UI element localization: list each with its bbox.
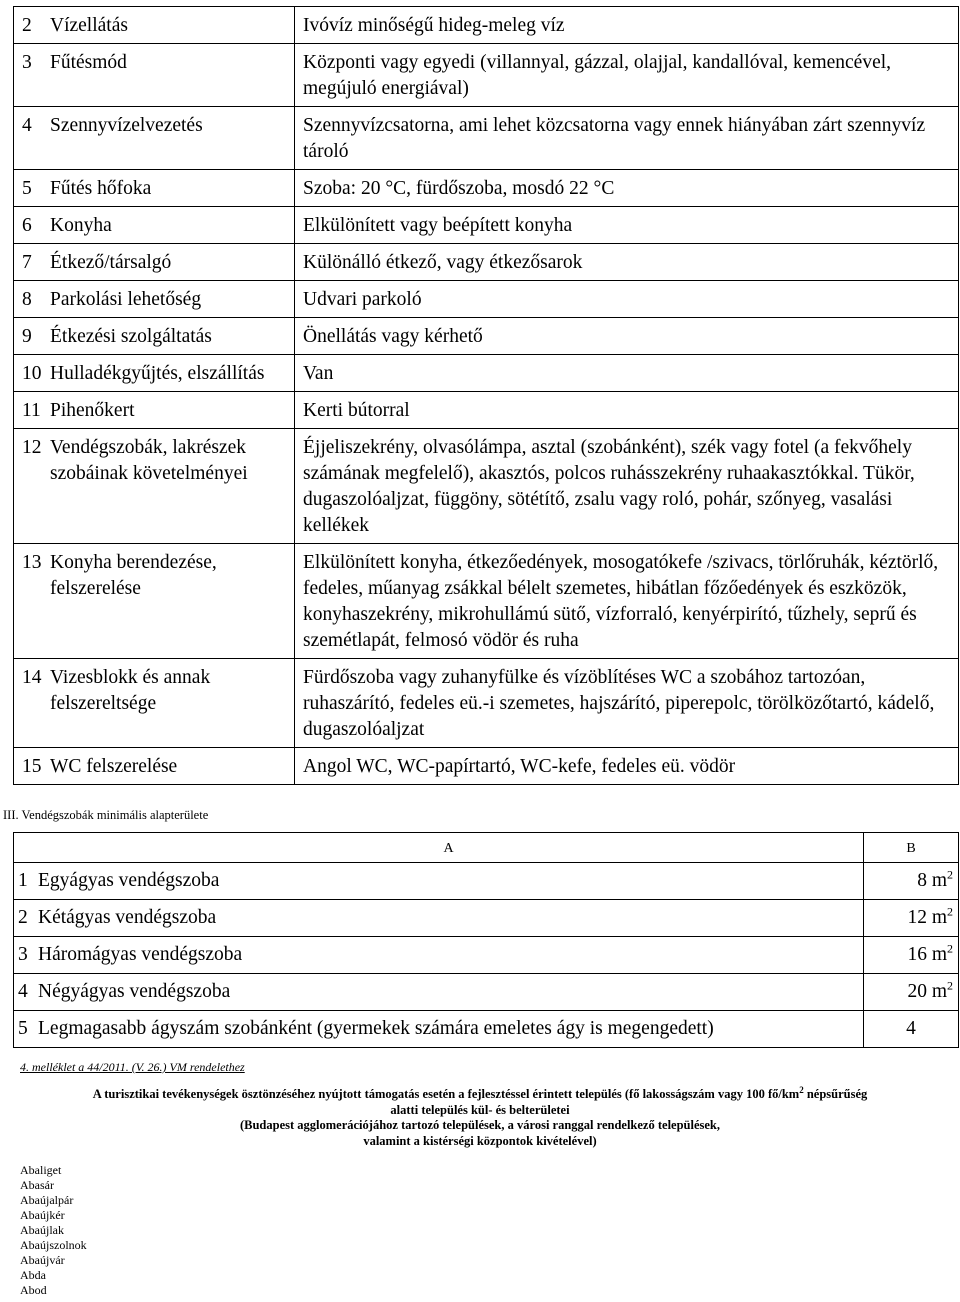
table-row [14,318,959,355]
settlement-item: Abaújlak [20,1223,64,1237]
requirement-value: Udvari parkoló [295,281,959,318]
requirement-name: Étkező/társalgó [46,244,295,281]
room-size-value: 20 m [907,981,947,1002]
requirement-value: Ivóvíz minőségű hideg-meleg víz [295,7,959,44]
requirement-name: Étkezési szolgáltatás [46,318,295,355]
heading-line1b: népsűrűség [803,1087,868,1101]
row-number: 7 [14,244,47,281]
room-size-value: 12 m [907,907,947,928]
room-size [864,937,959,974]
room-size [864,1011,959,1048]
table-row [14,281,959,318]
requirement-name: Fűtésmód [46,44,295,107]
row-number: 12 [14,429,47,544]
requirement-name: Fűtés hőfoka [46,170,295,207]
room-number: 1 [14,863,35,900]
requirement-value: Kerti bútorral [295,392,959,429]
settlement-item: Abda [20,1268,46,1282]
requirement-value: Fürdőszoba vagy zuhanyfülke és vízöblítéses WC a szobához tartozóan, ruhaszárító, fedeles eü.-i szemetes, hajszárító, piperepolc, törölközőtartó, kádelő, dugaszolóaljzat [295,659,959,748]
table-row [14,207,959,244]
row-number: 15 [14,748,47,785]
table-row [14,44,959,107]
table-row [14,900,959,937]
row-number: 10 [14,355,47,392]
room-number: 3 [14,937,35,974]
room-number: 4 [14,974,35,1011]
table-row [14,1011,959,1048]
room-size [864,900,959,937]
table-row [14,937,959,974]
table-row [14,392,959,429]
room-number: 2 [14,900,35,937]
requirement-value: Különálló étkező, vagy étkezősarok [295,244,959,281]
row-number: 2 [14,7,47,44]
header-empty [14,833,35,863]
row-number: 13 [14,544,47,659]
heading-line1a: A turisztikai tevékenységek ösztönzéséhez nyújtott támogatás esetén a fejlesztéssel érintett település (fő lakosságszám vagy 100 fő/km [92,1087,800,1101]
heading-line4: valamint a kistérségi központok kivételével) [363,1133,597,1148]
settlement-item: Abaújalpár [20,1193,74,1207]
room-number: 5 [14,1011,35,1048]
room-type: Legmagasabb ágyszám szobánként (gyermekek számára emeletes ágy is megengedett) [34,1011,864,1048]
settlement-item: Abaújvár [20,1253,65,1267]
table-row [14,244,959,281]
requirement-name: WC felszerelése [46,748,295,785]
settlement-item: Abaújszolnok [20,1238,87,1252]
room-type: Háromágyas vendégszoba [34,937,864,974]
table-row [14,429,959,544]
requirement-value: Szennyvízcsatorna, ami lehet közcsatorna vagy ennek hiányában zárt szennyvíz tároló [295,107,959,170]
table-row [14,170,959,207]
room-size-unit-sup: 2 [947,867,953,882]
room-size-value: 8 m [917,870,947,891]
header-a: A [34,833,864,863]
requirement-value: Éjjeliszekrény, olvasólámpa, asztal (szobánként), szék vagy fotel (a fekvőhely számának megfelelő), akasztós, polcos ruhásszekrény ruhaakasztókkal. Tükör, dugaszolóaljzat, függöny, sötétítő, zsalu vagy roló, pohár, szőnyeg, vasalási kellékek [295,429,959,544]
row-number: 9 [14,318,47,355]
table-row [14,974,959,1011]
requirement-name: Vizesblokk és annak felszereltsége [46,659,295,748]
row-number: 5 [14,170,47,207]
table-row [14,107,959,170]
room-size-value: 16 m [907,944,947,965]
table-row [14,748,959,785]
room-size [864,863,959,900]
room-type: Kétágyas vendégszoba [34,900,864,937]
room-size [864,974,959,1011]
room-type: Egyágyas vendégszoba [34,863,864,900]
requirement-name: Vízellátás [46,7,295,44]
room-size-value: 4 [906,1018,916,1039]
requirement-name: Pihenőkert [46,392,295,429]
requirement-value: Központi vagy egyedi (villannyal, gázzal, olajjal, kandallóval, kemencével, megújuló energiával) [295,44,959,107]
row-number: 3 [14,44,47,107]
heading-sup: 2 [799,1084,804,1095]
requirement-name: Hulladékgyűjtés, elszállítás [46,355,295,392]
row-number: 8 [14,281,47,318]
requirements-table [13,6,959,785]
room-size-unit-sup: 2 [947,941,953,956]
table-row [14,863,959,900]
requirement-name: Vendégszobák, lakrészek szobáinak követelményei [46,429,295,544]
settlement-list [20,1163,87,1298]
requirement-value: Elkülönített vagy beépített konyha [295,207,959,244]
settlement-heading [20,1084,940,1149]
requirement-value: Angol WC, WC-papírtartó, WC-kefe, fedeles eü. vödör [295,748,959,785]
requirement-name: Parkolási lehetőség [46,281,295,318]
heading-line3: (Budapest agglomerációjához tartozó települések, a városi ranggal rendelkező települések, [239,1118,721,1132]
requirement-name: Konyha berendezése, felszerelése [46,544,295,659]
settlement-item: Abaliget [20,1163,62,1177]
settlement-item: Abasár [20,1178,54,1192]
requirement-value: Önellátás vagy kérhető [295,318,959,355]
requirement-value: Szoba: 20 °C, fürdőszoba, mosdó 22 °C [295,170,959,207]
table-row [14,7,959,44]
requirement-name: Szennyvízelvezetés [46,107,295,170]
row-number: 14 [14,659,47,748]
requirement-name: Konyha [46,207,295,244]
row-number: 11 [14,392,47,429]
header-b: B [864,833,959,863]
row-number: 6 [14,207,47,244]
requirement-value: Elkülönített konyha, étkezőedények, mosogatókefe /szivacs, törlőruhák, kéztörlő, fedeles, műanyag zsákkal bélelt szemetes, hibátlan főzőedények és eszközök, konyhaszekrény, mikrohullámú sütő, vízforraló, kenyérpirító, tűzhely, seprű és szemétlapát, felmosó vödör és ruha [295,544,959,659]
table-row [14,659,959,748]
table-row [14,355,959,392]
annex-reference: 4. melléklet a 44/2011. (V. 26.) VM rendelethez [20,1060,245,1074]
requirement-value: Van [295,355,959,392]
row-number: 4 [14,107,47,170]
section-title: III. Vendégszobák minimális alapterülete [3,808,209,822]
settlement-item: Abod [20,1283,47,1297]
room-size-unit-sup: 2 [947,978,953,993]
room-type: Négyágyas vendégszoba [34,974,864,1011]
room-size-table [13,832,959,1048]
table-row [14,544,959,659]
room-size-unit-sup: 2 [947,904,953,919]
table-header-row [14,833,959,863]
settlement-item: Abaújkér [20,1208,65,1222]
heading-line2: alatti település kül- és belterületei [390,1102,570,1117]
